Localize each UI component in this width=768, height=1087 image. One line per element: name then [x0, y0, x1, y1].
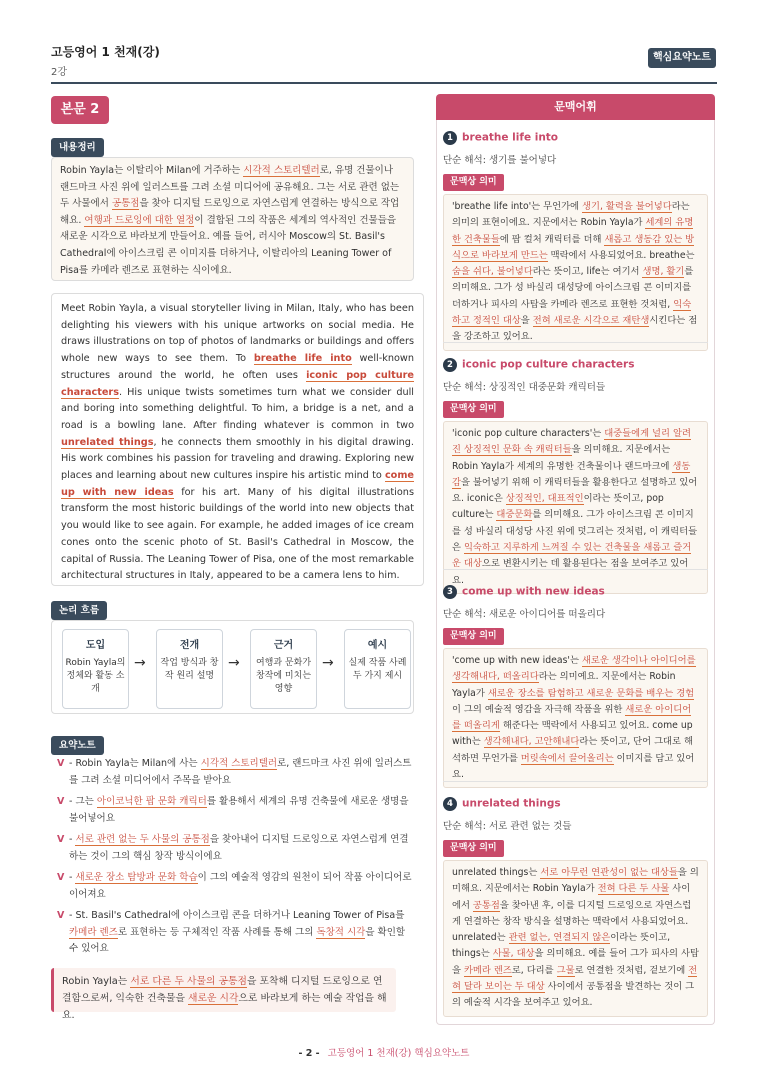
document-title: 고등영어 1 천재(강) [51, 45, 160, 59]
text-segment: 이라는 뜻이고, things는 [452, 932, 671, 960]
note-text [69, 872, 412, 900]
text-segment: for his art. Many of his digital illustrations transform the most historic buildings of the world into new objects that you would like to see again. For example, he added images of ice cream cones onto the scenic photo of St. Basil's Cathedral in Moscow, the capital of Russia. The Leaning Tower of Pisa, one of the most remarkable architectural structures in Italy, appeared to be a camera lens to him. [61, 486, 414, 582]
highlight-phrase: 전혀 새로운 시각으로 재탄생 [532, 315, 650, 327]
flow-arrow-icon: → [228, 655, 240, 671]
text-segment: 을 찾아 디지털 드로잉으로 자연스럽게 연결하는 방식으로 작업해요. [60, 198, 400, 226]
flow-step-intro [62, 629, 129, 709]
text-segment: 'come up with new ideas'는 [452, 655, 582, 666]
text-segment: , he connects them smoothly in his digital drawing. His work combines his passion for traveling and drawing. Exploring new places and learning about new cultures inspire his artistic mind to [61, 436, 415, 482]
text-segment: 사이에서 [452, 883, 691, 911]
simple-text: 생기를 불어넣다 [488, 155, 557, 166]
note-text [69, 910, 405, 954]
vocab-item [443, 127, 708, 351]
text-segment: 맥락에서 사용되었어요. breathe는 [547, 249, 695, 261]
simple-text: 서로 관련 없는 것들 [488, 821, 572, 832]
note-text [69, 758, 411, 786]
highlight-phrase: 생동감 [452, 460, 691, 488]
vocab-divider [443, 781, 708, 782]
text-segment: - St. Basil's Cathedral에 아이스크림 콘을 더하거나 Leaning Tower of Pisa를 [69, 910, 405, 921]
summary-text [60, 163, 405, 279]
note-text [69, 796, 409, 824]
header-badge: 핵심요약노트 [648, 48, 716, 68]
flow-step-head: 근거 [273, 640, 294, 651]
text-segment: 로, 유명 건물이나 랜드마크 사진 위에 일러스트를 그려 소셜 미디어에 공유해요. 그는 서로 관련 없는 두 사물에서 [60, 165, 400, 210]
check-mark-icon: V [57, 758, 65, 769]
simple-text: 새로운 아이디어를 떠올리다 [488, 609, 606, 620]
text-segment: 이 그의 예술적 영감을 자극해 작품을 위한 [452, 703, 626, 715]
note-text [69, 834, 409, 862]
flow-step-head: 예시 [367, 640, 388, 651]
vocab-simple-meaning [443, 606, 708, 620]
context-tag: 문맥상 의미 [443, 401, 504, 418]
text-segment: 라는 뜻이고, life는 여기서 [532, 266, 643, 278]
summary-box [51, 157, 414, 281]
text-segment: well-known structures around the world, he often uses [61, 353, 414, 381]
highlight-phrase: 시각적 스토리텔러 [200, 758, 278, 769]
simple-text: 상징적인 대중문화 캐릭터들 [488, 382, 606, 393]
text-segment: - Robin Yayla는 Milan에 사는 [69, 758, 201, 769]
text-segment: 로 표현하는 등 구체적인 작품 사례를 통해 그의 [117, 926, 317, 938]
highlight-phrase: 숨을 쉬다, 불어넣다 [452, 266, 533, 278]
text-segment: 이 그의 예술적 영감의 원천이 되어 작품 아이디어로 이어져요 [69, 872, 412, 900]
highlight-phrase: 머릿속에서 끌어올리는 [520, 752, 614, 764]
text-segment: 을 찾아낸 후, 이를 디지털 드로잉으로 자연스럽게 연결하는 창작 방식을 설명하는 맥락에서 사용되었어요. unrelated는 [452, 899, 692, 944]
text-segment: unrelated things는 [452, 867, 541, 878]
text-segment: . His unique twists sometimes turn what we consider dull and boring into something delightful. To him, a bridge is a net, and a road is a bowling lane. After finding whatever is common in two [61, 386, 414, 431]
section-title: 본문 2 [51, 96, 109, 124]
context-tag: 문맥상 의미 [443, 840, 504, 857]
text-segment: 라는 뜻이고, 단어 그대로 해석하면 무언가를 [452, 736, 693, 764]
vocab-panel-title: 문맥어휘 [436, 94, 715, 120]
flow-step-evidence [250, 629, 317, 709]
highlight-phrase: 공통점 [472, 899, 500, 911]
text-segment: 'iconic pop culture characters'는 [452, 428, 605, 439]
context-tag: 문맥상 의미 [443, 174, 504, 191]
note-item [51, 832, 414, 865]
highlight-phrase: 카메라 렌즈 [463, 964, 512, 976]
text-segment: Robin Yayla는 이탈리아 Milan에 거주하는 [60, 165, 244, 176]
text-segment: - [69, 872, 76, 883]
context-tag: 문맥상 의미 [443, 628, 504, 645]
highlight-phrase: 새로운 아이디어를 떠올리게 [452, 703, 692, 732]
highlight-phrase: 사물, 대상 [492, 948, 535, 960]
highlight-phrase: 익숙하고 지루하게 느껴질 수 있는 건축물을 새롭고 즐거운 대상 [452, 542, 692, 570]
vocab-simple-meaning [443, 818, 708, 832]
highlight-phrase: 시각적 스토리텔러 [243, 165, 320, 176]
highlight-phrase: 대중들에게 널리 알려진 상징적인 문화 속 캐릭터들 [452, 428, 691, 456]
highlight-phrase: 관련 없는, 연결되지 않은 [508, 932, 611, 944]
text-segment: 을 불어넣기 위해 이 캐릭터들을 활용한다고 설명하고 있어요. iconic은 [452, 476, 698, 505]
passage-text [61, 301, 414, 585]
highlight-phrase: 새로운 시각 [188, 993, 239, 1004]
vocab-divider [443, 569, 708, 570]
text-segment: 를 의미해요. 그가 성 바실리 대성당에 아이스크림 콘 이미지를 더하거나 피사의 사탑을 카메라 렌즈로 표현한 것처럼, [452, 266, 694, 310]
highlight-phrase: come up with new ideas [61, 470, 414, 498]
highlight-phrase: 아이코닉한 팝 문화 캐릭터 [96, 796, 207, 807]
highlight-phrase: 상징적인, 대표적인 [505, 493, 584, 505]
text-segment: 를 활용해서 세계의 유명 건축물에 새로운 생명을 불어넣어요 [69, 796, 409, 824]
highlight-phrase: 독창적 시각 [316, 926, 366, 938]
check-mark-icon: V [57, 872, 65, 883]
text-segment: 라는 의미예요. 지문에서는 Robin Yayla가 [452, 671, 676, 699]
vocab-simple-meaning [443, 152, 708, 166]
header-rule [51, 82, 717, 84]
highlight-phrase: 전혀 다른 두 사물 [597, 883, 670, 895]
check-mark-icon: V [57, 834, 65, 845]
highlight-phrase: 공통점 [111, 198, 140, 210]
vocab-simple-meaning [443, 379, 708, 393]
text-segment: 을 포착해 디지털 드로잉으로 연결함으로써, 익숙한 건축물을 [62, 976, 383, 1004]
text-segment: 로, 랜드마크 사진 위에 일러스트를 그려 소셜 미디어에서 주목을 받아요 [69, 758, 412, 786]
vocab-term: iconic pop culture characters [462, 358, 635, 371]
context-text [443, 648, 708, 788]
vocab-number: 1 [443, 131, 457, 145]
text-segment: Meet Robin Yayla, a visual storyteller living in Milan, Italy, who has been delighting his viewers with his unique artworks on social media. He draws illustrations on top of photos of landmarks or buildings and offers whole new ways to see them. To [61, 303, 414, 365]
flow-step-development [156, 629, 223, 709]
text-segment: 로 연결한 것처럼, 겉보기에 [574, 964, 689, 976]
highlight-phrase: 세계의 유명한 건축물들 [452, 217, 694, 245]
highlight-phrase: iconic pop culture characters [61, 369, 414, 398]
vocab-term: breathe life into [462, 131, 559, 144]
flow-arrow-icon: → [322, 655, 334, 671]
vocab-term: come up with new ideas [462, 585, 605, 598]
summary-tag: 내용정리 [51, 138, 104, 157]
text-segment: 을 의미해요. 지문에서는 Robin Yayla가 세계의 유명한 건축물이나 랜드마크에 [452, 444, 673, 472]
notes-list [51, 756, 414, 984]
conclusion-text [62, 976, 387, 1021]
highlight-phrase: 새로운 생각이나 아이디어를 생각해내다, 떠올리다 [452, 655, 696, 683]
highlight-phrase: 서로 관련 없는 두 사물의 공통점 [75, 834, 210, 845]
text-segment: 'breathe life into'는 무언가에 [452, 201, 582, 212]
flow-step-body: 실제 작품 사례 두 가지 제시 [348, 658, 407, 681]
note-item [51, 870, 414, 903]
highlight-phrase: unrelated things [61, 436, 154, 448]
text-segment: 해준다는 맥락에서 사용되고 있어요. come up with는 [452, 720, 693, 748]
text-segment: 시킨다는 점을 강조하고 있어요. [452, 315, 698, 343]
text-segment: - 그는 [69, 796, 97, 807]
flow-step-example [344, 629, 411, 709]
lesson-label: 2강 [51, 67, 68, 78]
vocab-number: 2 [443, 358, 457, 372]
text-segment: 으로 변환시키는 데 활용된다는 점을 보여주고 있어요. [452, 558, 689, 586]
text-segment: 을 찾아내어 디지털 드로잉으로 자연스럽게 연결하는 것이 그의 핵심 창작 방식이에요 [69, 834, 409, 862]
simple-prefix: 단순 해석: [443, 821, 489, 832]
highlight-phrase: 전혀 달라 보이는 두 대상 [452, 964, 698, 993]
text-segment: 을 확인할 수 있어요 [69, 926, 406, 954]
notes-tag: 요약노트 [51, 736, 104, 755]
text-segment: 에 팝 컬처 캐릭터를 더해 [499, 233, 605, 245]
highlight-phrase: 새로운 장소를 탐험하고 새로운 문화를 배우는 경험 [487, 687, 695, 699]
flow-step-body: 여행과 문화가 창작에 미치는 영향 [255, 658, 312, 694]
check-mark-icon: V [57, 796, 65, 807]
highlight-phrase: 서로 다른 두 사물의 공통점 [130, 976, 247, 987]
highlight-phrase: 익숙하고 정적인 대상 [452, 298, 692, 327]
context-text [443, 194, 708, 351]
text-segment: 이라는 뜻이고, pop culture는 [452, 493, 664, 521]
vocab-item [443, 354, 708, 594]
highlight-phrase: 여행과 드로잉에 대한 열정 [84, 214, 195, 226]
highlight-phrase: 카메라 렌즈 [69, 926, 118, 938]
highlight-phrase: 생기, 활력을 불어넣다 [582, 201, 672, 212]
conclusion-box [51, 968, 396, 1021]
text-segment: 으로 바라보게 하는 예술 작업을 해요. [62, 993, 387, 1021]
flow-step-head: 도입 [85, 640, 106, 651]
simple-prefix: 단순 해석: [443, 155, 489, 166]
highlight-phrase: 생명, 활기 [642, 266, 685, 278]
text-segment: Robin Yayla는 [62, 976, 131, 987]
vocab-number: 4 [443, 797, 457, 811]
simple-prefix: 단순 해석: [443, 609, 489, 620]
text-segment: 를 의미해요. 그가 아이스크림 콘 이미지를 성 바실리 대성당 사진 위에 덧그리는 것처럼, 이 캐릭터들은 [452, 509, 698, 554]
highlight-phrase: 그물 [556, 964, 575, 976]
text-segment: 라는 의미의 표현이에요. 지문에서는 Robin Yayla가 [452, 201, 690, 229]
highlight-phrase: 새롭고 생동감 있는 방식으로 바라보게 만드는 [452, 233, 695, 261]
highlight-phrase: 새로운 장소 탐방과 문화 학습 [75, 872, 198, 883]
text-segment: 을 [520, 315, 533, 327]
text-segment: 이 결합된 그의 작품은 세계의 역사적인 건물들을 새로운 시각으로 바라보게 만들어요. 예를 들어, 러시아 Moscow의 St. Basil's Cathedral에 아이스크림 콘 이미지를 더하거나, 이탈리아의 Leaning Tower of Pisa를 카메라 렌즈로 표현하는 식이에요. [60, 214, 397, 276]
highlight-phrase: 대중문화 [496, 509, 533, 521]
flow-arrow-icon: → [134, 655, 146, 671]
note-item [51, 908, 414, 958]
highlight-phrase: breathe life into [253, 353, 352, 365]
simple-prefix: 단순 해석: [443, 382, 489, 393]
vocab-item [443, 581, 708, 788]
note-item [51, 756, 414, 789]
page-number: - 2 - [298, 1048, 320, 1059]
text-segment: 을 의미해요. 지문에서는 Robin Yayla가 [452, 867, 699, 895]
text-segment: 사이에서 공통점을 발견하는 것이 그의 예술적 시각을 보여주고 있어요. [452, 981, 695, 1009]
flow-step-head: 전개 [179, 640, 200, 651]
text-segment: 로, 다리를 [511, 964, 557, 976]
text-segment: - [69, 834, 76, 845]
check-mark-icon: V [57, 910, 65, 921]
vocab-term: unrelated things [462, 797, 561, 810]
page-footer [0, 1045, 768, 1059]
highlight-phrase: 서로 아무런 연관성이 없는 대상들 [540, 867, 678, 878]
vocab-divider [443, 342, 708, 343]
flow-box [51, 620, 414, 714]
passage-box [51, 293, 424, 586]
flow-step-body: 작업 방식과 창작 원리 설명 [160, 658, 219, 681]
vocab-item [443, 793, 708, 1017]
context-text [443, 860, 708, 1017]
footer-text: 고등영어 1 천재(강) 핵심요약노트 [327, 1048, 470, 1059]
highlight-phrase: 생각해내다, 고안해내다 [483, 736, 580, 748]
vocab-number: 3 [443, 585, 457, 599]
text-segment: 을 의미해요. 예를 들어 그가 피사의 사탑을 [452, 948, 699, 976]
note-item [51, 794, 414, 827]
text-segment: 이미지를 담고 있어요. [452, 752, 695, 781]
flow-step-body: Robin Yayla의 정체와 활동 소개 [65, 658, 126, 694]
flow-tag: 논리 흐름 [51, 601, 107, 620]
